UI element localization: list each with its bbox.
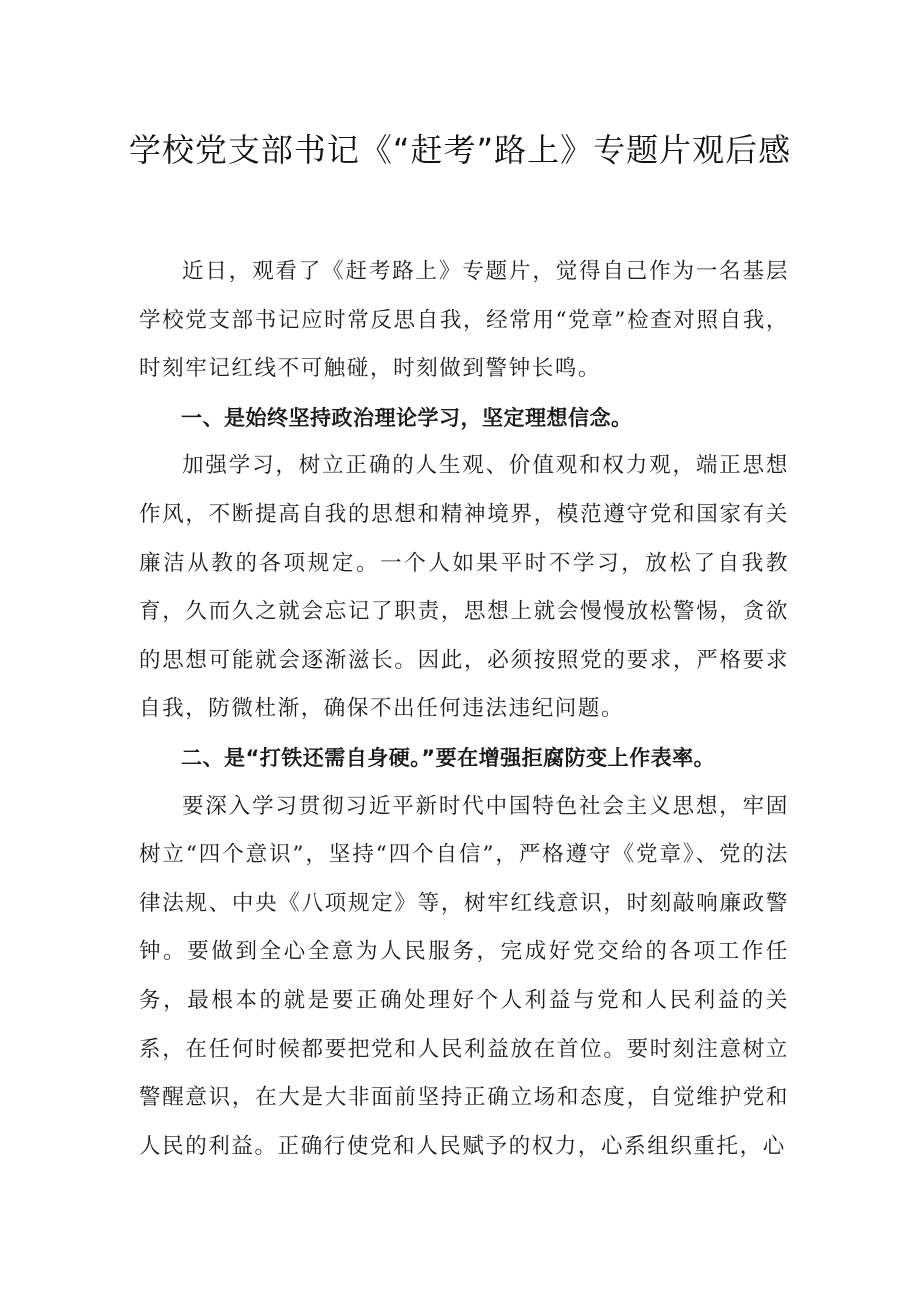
section-heading-2: 二、是“打铁还需自身硬。”要在增强拒腐防变上作表率。	[181, 745, 716, 770]
document-title: 学校党支部书记《“赶考”路上》专题片观后感	[128, 131, 792, 169]
section-2-paragraph: 要深入学习贯彻习近平新时代中国特色社会主义思想，牢固树立“四个意识”，坚持“四个自信”，严格遵守《党章》、党的法律法规、中央《八项规定》等，树牢红线意识，时刻敲响廉政警钟。要做到全心全意为人民服务，完成好党交给的各项工作任务，最根本的就是要正确处理好个人利益与党和人民利益的关系，在任何时候都要把党和人民利益放在首位。要时刻注意树立警醒意识，在大是大非面前坚持正确立场和态度，自觉维护党和人民的利益。正确行使党和人民赋予的权力，心系组织重托，心	[139, 793, 789, 1159]
section-heading-1: 一、是始终坚持政治理论学习，坚定理想信念。	[181, 405, 633, 430]
section-1-paragraph: 加强学习，树立正确的人生观、价值观和权力观，端正思想作风，不断提高自我的思想和精神境界，模范遵守党和国家有关廉洁从教的各项规定。一个人如果平时不学习，放松了自我教育，久而久之就会忘记了职责，思想上就会慢慢放松警惕，贪欲的思想可能就会逐渐滋长。因此，必须按照党的要求，严格要求自我，防微杜渐，确保不出任何违法违纪问题。	[139, 453, 789, 722]
document-body	[139, 248, 789, 1171]
intro-paragraph: 近日，观看了《赶考路上》专题片，觉得自己作为一名基层学校党支部书记应时常反思自我，经常用“党章”检查对照自我，时刻牢记红线不可触碰，时刻做到警钟长鸣。	[139, 259, 789, 382]
